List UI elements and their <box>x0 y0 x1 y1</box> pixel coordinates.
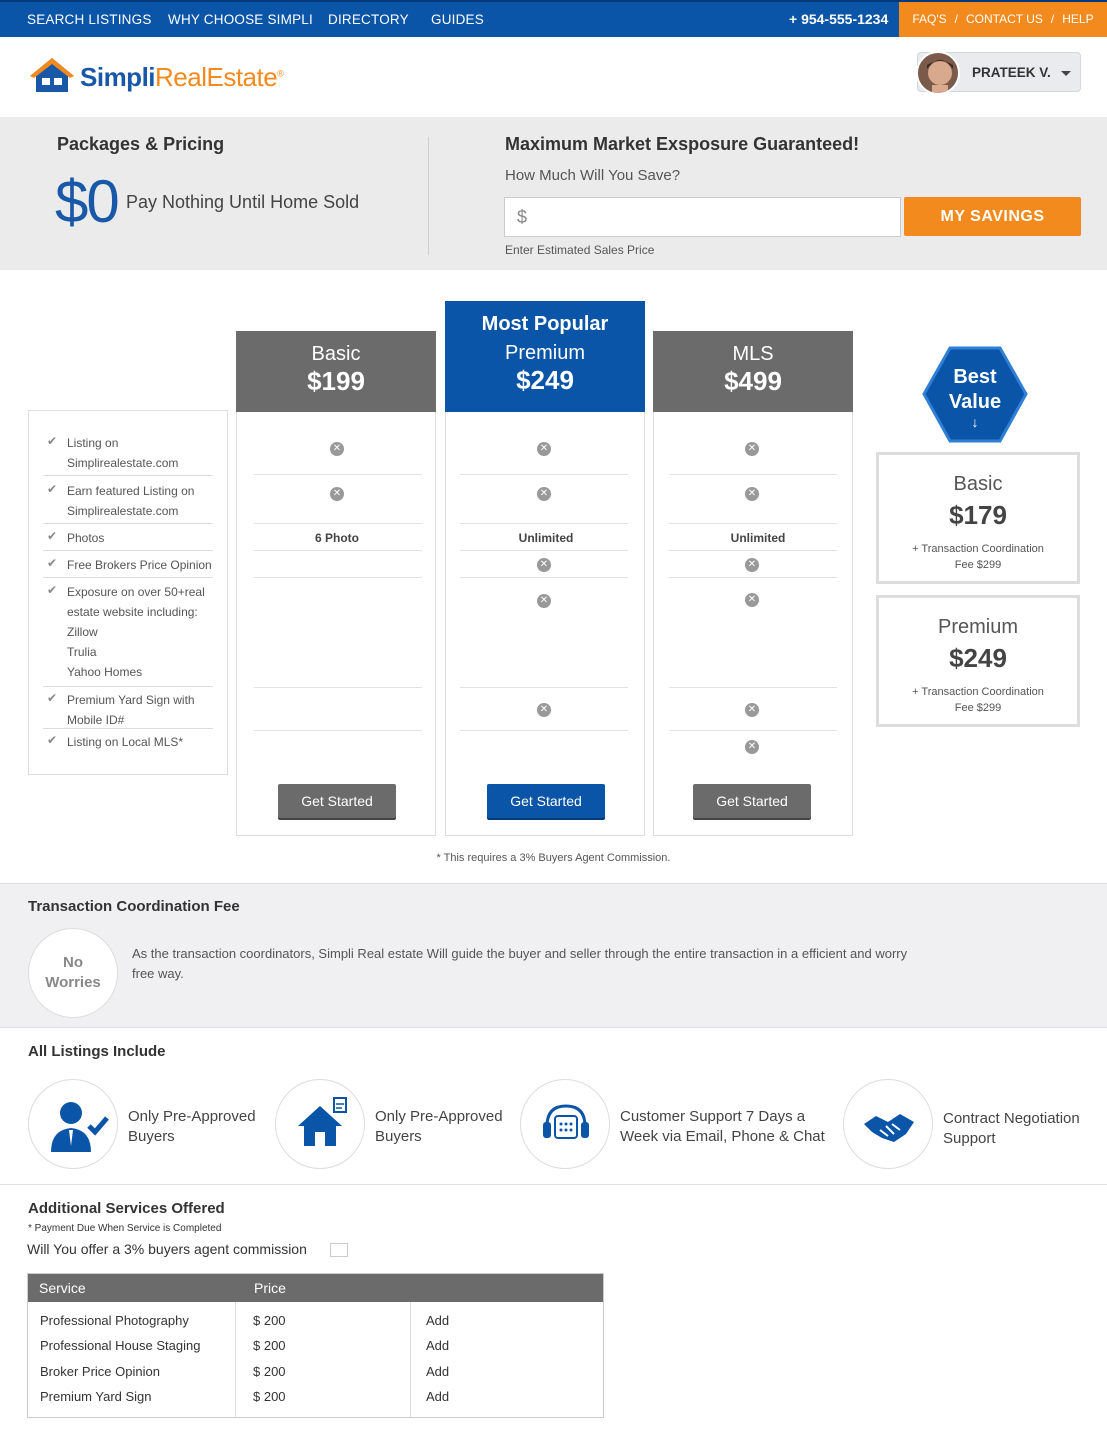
service-name: Broker Price Opinion <box>40 1364 160 1379</box>
tcf-description: As the transaction coordinators, Simpli Real estate Will guide the buyer and seller through the entire transaction in a efficient and worry free way. <box>132 946 908 981</box>
check-icon: ✔ <box>47 583 58 597</box>
plan-premium <box>445 301 645 836</box>
divider <box>0 1184 1107 1185</box>
faqs-link[interactable]: FAQ'S <box>912 12 947 26</box>
cross-icon: ✕ <box>537 558 551 572</box>
divider <box>43 475 213 476</box>
feature-text: Only Pre-Approved Buyers <box>375 1108 503 1145</box>
feature-text: Only Pre-Approved Buyers <box>128 1108 256 1145</box>
plan-name: Premium <box>504 342 585 364</box>
best-value-badge <box>922 346 1028 443</box>
cross-icon: ✕ <box>330 442 344 456</box>
site-logo[interactable] <box>28 54 288 98</box>
plan-price: $249 <box>516 365 574 395</box>
user-menu[interactable] <box>917 52 1081 92</box>
phone-number[interactable]: + 954-555-1234 <box>789 11 889 27</box>
separator: / <box>1050 12 1055 26</box>
plan-name: MLS <box>732 343 774 365</box>
table-row <box>28 1333 603 1358</box>
service-name: Professional House Staging <box>40 1338 201 1353</box>
pricing-banner <box>0 117 1107 270</box>
divider <box>669 577 837 578</box>
transaction-coordination-section <box>0 883 1107 1028</box>
nav-search-listings[interactable]: SEARCH LISTINGS <box>27 12 152 27</box>
divider <box>460 523 628 524</box>
divider <box>254 687 422 688</box>
list-item: ✔ Listing on Simplirealestate.com <box>47 433 213 473</box>
commission-question: Will You offer a 3% buyers agent commission <box>27 1241 307 1257</box>
table-row <box>28 1359 603 1384</box>
divider <box>460 550 628 551</box>
divider <box>254 730 422 731</box>
nav-guides[interactable]: GUIDES <box>431 12 484 27</box>
photo-count: Unlimited <box>730 531 786 545</box>
list-item: ✔ Earn featured Listing on Simplirealestate.com <box>47 481 213 521</box>
card-fee: + Transaction Coordination Fee $299 <box>912 686 1044 714</box>
arrow-down-icon: ↓ <box>971 414 979 430</box>
plan-price: $199 <box>307 366 365 396</box>
cross-icon: ✕ <box>745 703 759 717</box>
commission-checkbox[interactable] <box>330 1243 348 1257</box>
chevron-down-icon <box>1061 71 1071 76</box>
help-link[interactable]: HELP <box>1062 12 1094 26</box>
cross-icon: ✕ <box>537 703 551 717</box>
divider <box>669 474 837 475</box>
photo-count: 6 Photo <box>315 531 359 545</box>
card-name: Basic <box>953 473 1003 495</box>
feature-text: Customer Support 7 Days a Week via Email, Phone & Chat <box>620 1108 825 1145</box>
plan-mls <box>653 331 853 836</box>
list-item: ✔ Premium Yard Sign with Mobile ID# <box>47 690 213 730</box>
divider <box>460 474 628 475</box>
divider <box>254 550 422 551</box>
no-worries-badge: No Worries <box>28 928 118 1018</box>
handshake-icon <box>843 1079 933 1169</box>
feature-text: Contract Negotiation Support <box>943 1110 1080 1147</box>
check-icon: ✔ <box>47 691 58 705</box>
add-service-button[interactable]: Add <box>426 1313 450 1328</box>
section-title: Transaction Coordination Fee <box>28 898 240 915</box>
plan-name: Basic <box>311 343 361 365</box>
divider <box>43 728 213 729</box>
most-popular-label: Most Popular <box>481 313 609 335</box>
section-title: Additional Services Offered <box>28 1200 225 1217</box>
divider <box>460 687 628 688</box>
divider <box>254 523 422 524</box>
divider <box>669 687 837 688</box>
plan-mls-header <box>653 331 853 412</box>
house-edit-icon <box>275 1079 365 1169</box>
list-item: ✔ Free Brokers Price Opinion <box>47 555 213 575</box>
card-name: Premium <box>937 616 1018 638</box>
pay-nothing-caption: Pay Nothing Until Home Sold <box>126 192 360 212</box>
headset-support-icon <box>520 1079 610 1169</box>
list-item: ✔ Listing on Local MLS* <box>47 732 213 752</box>
divider <box>669 730 837 731</box>
table-header <box>28 1274 603 1302</box>
cross-icon: ✕ <box>330 487 344 501</box>
buyer-check-icon <box>28 1079 118 1169</box>
service-price: $ 200 <box>253 1313 286 1328</box>
service-price: $ 200 <box>253 1338 286 1353</box>
cross-icon: ✕ <box>537 487 551 501</box>
list-item: ✔ Photos <box>47 528 213 548</box>
plan-premium-header <box>445 301 645 412</box>
cross-icon: ✕ <box>745 740 759 754</box>
table-row <box>28 1384 603 1409</box>
help-links <box>899 2 1107 37</box>
column-header: Price <box>254 1280 286 1296</box>
add-service-button[interactable]: Add <box>426 1389 450 1404</box>
best-value-label: Value <box>948 391 1002 413</box>
get-started-mls-button[interactable]: Get Started <box>693 784 811 818</box>
house-logo-icon <box>28 56 76 96</box>
plan-basic-header <box>236 331 436 412</box>
avatar <box>916 51 960 95</box>
divider <box>43 686 213 687</box>
commission-footnote: * This requires a 3% Buyers Agent Commission. <box>436 852 671 864</box>
top-navigation <box>0 0 1107 37</box>
zero-price: $0 <box>55 168 118 235</box>
cross-icon: ✕ <box>745 487 759 501</box>
logo-text <box>80 62 283 93</box>
plan-basic <box>236 331 436 836</box>
cross-icon: ✕ <box>537 594 551 608</box>
logo-text-realestate: RealEstate <box>155 62 278 92</box>
divider <box>254 474 422 475</box>
column-header: Service <box>39 1280 86 1296</box>
service-price: $ 200 <box>253 1389 286 1404</box>
divider <box>428 137 429 255</box>
best-value-label: Best <box>953 366 997 388</box>
packages-title: Packages & Pricing <box>57 134 225 154</box>
separator: / <box>954 12 959 26</box>
divider <box>254 577 422 578</box>
list-item: ✔ Exposure on over 50+real estate website including: Zillow Trulia Yahoo Homes <box>47 582 213 682</box>
sales-price-input[interactable]: $ <box>504 197 901 237</box>
check-icon: ✔ <box>47 529 58 543</box>
check-icon: ✔ <box>47 434 58 448</box>
nav-directory[interactable]: DIRECTORY <box>328 12 409 27</box>
card-fee: + Transaction Coordination Fee $299 <box>912 543 1044 571</box>
cross-icon: ✕ <box>745 442 759 456</box>
service-name: Premium Yard Sign <box>40 1389 152 1404</box>
exposure-title: Maximum Market Exsposure Guaranteed! <box>505 134 860 154</box>
contact-us-link[interactable]: CONTACT US <box>966 12 1043 26</box>
card-price: $249 <box>949 643 1007 673</box>
divider <box>43 523 213 524</box>
divider <box>669 550 837 551</box>
section-title: All Listings Include <box>28 1043 166 1060</box>
check-icon: ✔ <box>47 556 58 570</box>
service-price: $ 200 <box>253 1364 286 1379</box>
service-name: Professional Photography <box>40 1313 189 1328</box>
check-icon: ✔ <box>47 482 58 496</box>
plan-price: $499 <box>724 366 782 396</box>
registered-mark: ® <box>277 68 284 79</box>
payment-note: * Payment Due When Service is Completed <box>28 1223 222 1234</box>
savings-question: How Much Will You Save? <box>505 167 681 184</box>
get-started-premium-button[interactable]: Get Started <box>487 784 605 818</box>
photo-count: Unlimited <box>518 531 574 545</box>
table-row <box>28 1308 603 1333</box>
cross-icon: ✕ <box>745 593 759 607</box>
get-started-basic-button[interactable]: Get Started <box>278 784 396 818</box>
add-service-button[interactable]: Add <box>426 1364 450 1379</box>
divider <box>460 577 628 578</box>
cross-icon: ✕ <box>745 558 759 572</box>
cross-icon: ✕ <box>537 442 551 456</box>
services-table <box>27 1273 604 1418</box>
add-service-button[interactable]: Add <box>426 1338 450 1353</box>
divider <box>669 523 837 524</box>
feature-list <box>28 410 228 775</box>
my-savings-button[interactable]: MY SAVINGS <box>904 197 1081 236</box>
user-name: PRATEEK V. <box>972 65 1051 80</box>
logo-text-simpli: Simpli <box>80 62 156 92</box>
nav-why-choose-simpli[interactable]: WHY CHOOSE SIMPLI <box>168 12 313 27</box>
sales-price-hint: Enter Estimated Sales Price <box>505 243 655 257</box>
divider <box>460 730 628 731</box>
check-icon: ✔ <box>47 733 58 747</box>
best-value-card-basic[interactable] <box>876 452 1080 584</box>
best-value-card-premium[interactable] <box>876 595 1080 727</box>
divider <box>43 550 213 551</box>
card-price: $179 <box>949 500 1007 530</box>
divider <box>43 577 213 578</box>
